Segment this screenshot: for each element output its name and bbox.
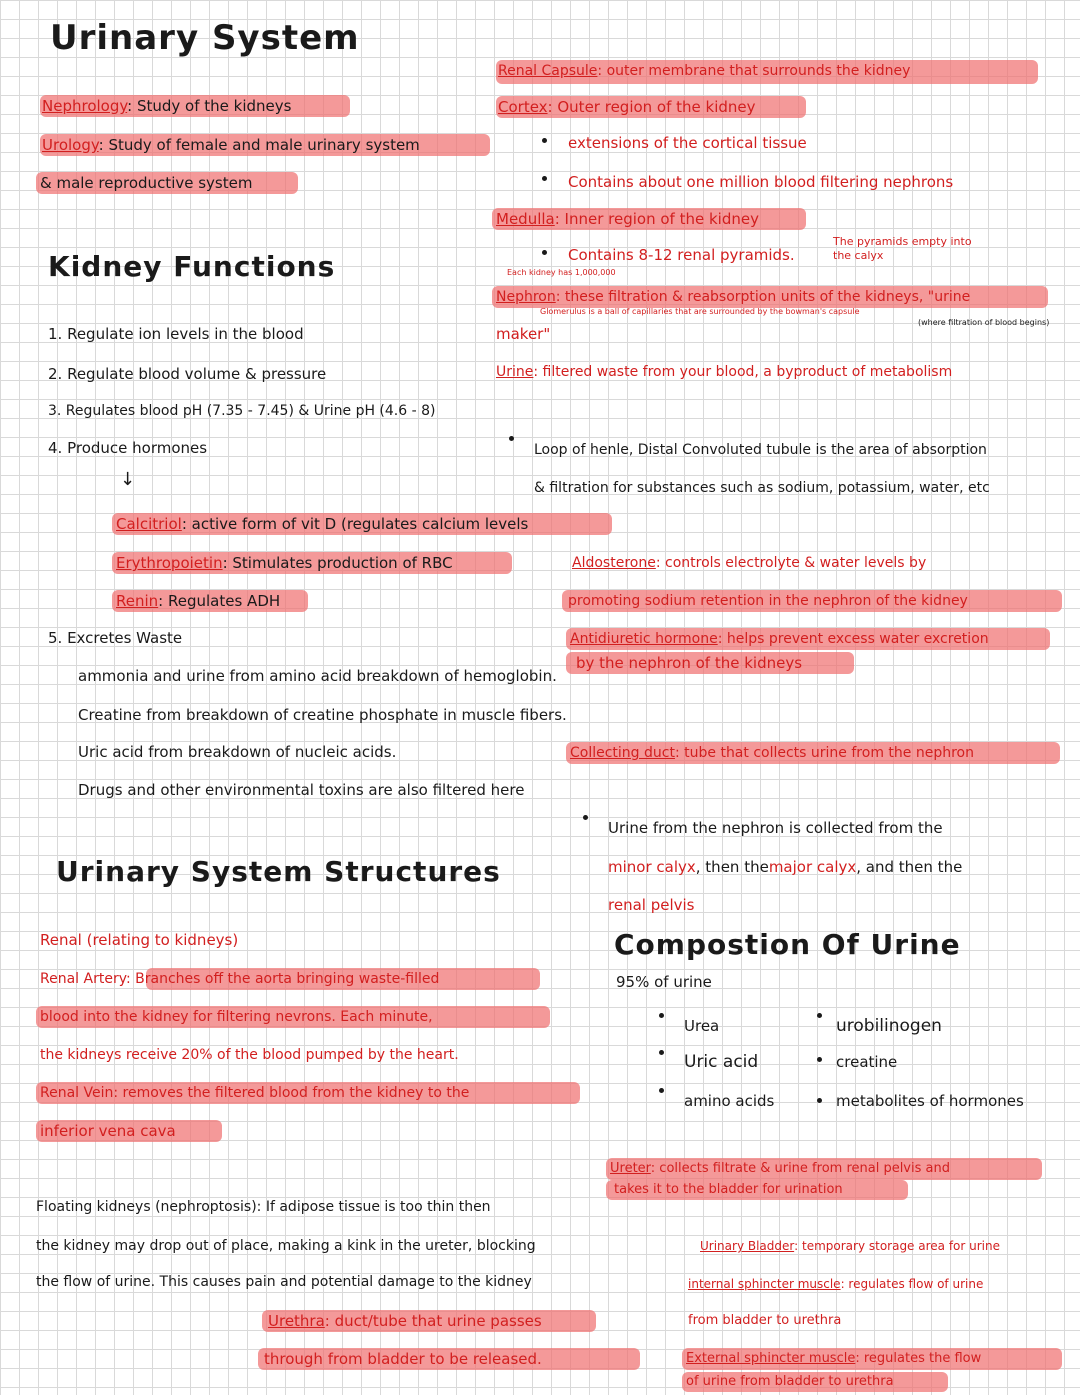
composition-item: Uric acid: [684, 1052, 759, 1072]
urology-definition-cont: & male reproductive system: [40, 174, 253, 192]
urine-term: Urine: [496, 364, 534, 380]
renal-artery-line: [40, 969, 439, 989]
renin-term: Renin: [116, 592, 159, 610]
erythropoietin-line: [116, 553, 453, 573]
internal-sphincter-line: [688, 1274, 983, 1294]
internal-sphincter-definition: : regulates flow of urine: [840, 1277, 984, 1291]
function-item-3: 3. Regulates blood pH (7.35 - 7.45) & Urine pH (4.6 - 8): [48, 403, 436, 419]
function-item-2: 2. Regulate blood volume & pressure: [48, 365, 327, 383]
adh-term: Antidiuretic hormone: [570, 631, 718, 647]
collecting-duct-term: Collecting duct: [570, 745, 675, 761]
filtration-note: (where filtration of blood begins): [918, 318, 1050, 327]
waste-ammonia: ammonia and urine from amino acid breakdown of hemoglobin.: [78, 667, 557, 685]
urology-line: [42, 135, 420, 155]
medulla-definition: : Inner region of the kidney: [554, 210, 759, 228]
bullet: [659, 1013, 664, 1018]
renin-definition: : Regulates ADH: [158, 592, 281, 610]
adh-line: [570, 629, 989, 649]
composition-item: amino acids: [684, 1092, 775, 1110]
urethra-term: Urethra: [268, 1312, 325, 1330]
urine-flow-line2: minor calyx, then themajor calyx, and then the: [608, 858, 963, 876]
calcitriol-line: [116, 514, 528, 534]
nephron-definition: : these filtration & reabsorption units of the kidneys, "urine: [555, 289, 971, 305]
bullet: [542, 138, 547, 143]
aldosterone-definition: : controls electrolyte & water levels by: [655, 555, 927, 571]
ureter-definition: : collects filtrate & urine from renal pelvis and: [650, 1161, 950, 1176]
bullet: [542, 250, 547, 255]
medulla-bullet-1: Contains 8-12 renal pyramids.: [568, 246, 795, 264]
renal-line: Renal (relating to kidneys): [40, 931, 239, 949]
external-sphincter-term: External sphincter muscle: [686, 1351, 856, 1366]
section-heading-kidney-functions: Kidney Functions: [48, 250, 336, 283]
renal-capsule-term: Renal Capsule: [498, 63, 598, 79]
function-item-4: 4. Produce hormones: [48, 439, 208, 457]
nephron-line: [496, 287, 970, 307]
waste-uric-acid: Uric acid from breakdown of nucleic acids.: [78, 743, 397, 761]
urinary-bladder-definition: : temporary storage area for urine: [794, 1239, 1001, 1253]
waste-drugs: Drugs and other environmental toxins are also filtered here: [78, 781, 525, 799]
urine-flow-line1: Urine from the nephron is collected from the: [608, 819, 943, 837]
renal-vein-definition: : removes the filtered blood from the kidney to the: [113, 1085, 470, 1101]
pyramids-note-line1: The pyramids empty into: [833, 235, 972, 248]
aldosterone-term: Aldosterone: [572, 555, 656, 571]
floating-kidneys-line2: the kidney may drop out of place, making a kink in the ureter, blocking: [36, 1238, 536, 1254]
loop-of-henle-line2: & filtration for substances such as sodium, potassium, water, etc: [534, 480, 990, 496]
nephrology-term: Nephrology: [42, 97, 128, 115]
nephron-definition-cont: maker": [496, 325, 551, 343]
composition-item: metabolites of hormones: [836, 1092, 1024, 1110]
each-kidney-note: Each kidney has 1,000,000: [507, 268, 616, 277]
cortex-line: [498, 97, 756, 117]
renal-artery-definition-cont: blood into the kidney for filtering nevrons. Each minute,: [40, 1009, 433, 1025]
external-sphincter-line: [686, 1349, 981, 1369]
urethra-line: [268, 1311, 542, 1331]
urine-definition: : filtered waste from your blood, a byproduct of metabolism: [533, 364, 953, 380]
ureter-line: [610, 1159, 950, 1179]
aldosterone-line: [572, 553, 926, 573]
medulla-line: [496, 209, 759, 229]
bullet: [659, 1050, 664, 1055]
waste-creatine: Creatine from breakdown of creatine phosphate in muscle fibers.: [78, 706, 567, 724]
external-sphincter-definition-cont: of urine from bladder to urethra: [686, 1374, 894, 1389]
cortex-bullet-1: extensions of the cortical tissue: [568, 134, 807, 152]
cortex-bullet-2: Contains about one million blood filtering nephrons: [568, 173, 954, 191]
urethra-definition: : duct/tube that urine passes: [324, 1312, 542, 1330]
bullet: [659, 1088, 664, 1093]
composition-item: Urea: [684, 1017, 720, 1035]
renal-vein-term: Renal Vein: [40, 1085, 114, 1101]
collecting-duct-definition: : tube that collects urine from the nephron: [674, 745, 974, 761]
floating-kidneys-line1: Floating kidneys (nephroptosis): If adipose tissue is too thin then: [36, 1199, 491, 1215]
internal-sphincter-definition-cont: from bladder to urethra: [688, 1313, 842, 1328]
loop-of-henle-line1: Loop of henle, Distal Convoluted tubule is the area of absorption: [534, 442, 987, 458]
cortex-definition: : Outer region of the kidney: [547, 98, 756, 116]
external-sphincter-definition: : regulates the flow: [855, 1351, 982, 1366]
urinary-bladder-line: [700, 1236, 1000, 1256]
urine-line: [496, 362, 952, 382]
internal-sphincter-term: internal sphincter muscle: [688, 1277, 841, 1291]
pyramids-note-line2: the calyx: [833, 249, 884, 262]
section-heading-structures: Urinary System Structures: [56, 855, 501, 888]
renal-vein-line: [40, 1083, 469, 1103]
calcitriol-term: Calcitriol: [116, 515, 182, 533]
bullet: [542, 176, 547, 181]
function-item-5: 5. Excretes Waste: [48, 629, 183, 647]
calcitriol-definition: : active form of vit D (regulates calcium levels: [181, 515, 529, 533]
nephrology-definition: : Study of the kidneys: [127, 97, 292, 115]
major-calyx: major calyx: [768, 858, 857, 876]
bullet: [817, 1057, 822, 1062]
renal-capsule-definition: : outer membrane that surrounds the kidney: [597, 63, 911, 79]
ureter-definition-cont: takes it to the bladder for urination: [614, 1182, 843, 1197]
composition-percent: 95% of urine: [616, 973, 712, 991]
erythropoietin-term: Erythropoietin: [116, 554, 223, 572]
page-title: Urinary System: [50, 18, 360, 58]
collecting-duct-line: [570, 743, 974, 763]
bullet: [817, 1013, 822, 1018]
nephron-term: Nephron: [496, 289, 556, 305]
renin-line: [116, 591, 280, 611]
medulla-term: Medulla: [496, 210, 555, 228]
renal-artery-definition: : Branches off the aorta bringing waste-filled: [125, 971, 440, 987]
down-arrow-icon: ↓: [120, 469, 136, 490]
erythropoietin-definition: : Stimulates production of RBC: [222, 554, 453, 572]
bullet: [583, 815, 588, 820]
urology-term: Urology: [42, 136, 99, 154]
renal-capsule-line: [498, 61, 910, 81]
aldosterone-definition-cont: promoting sodium retention in the nephron of the kidney: [568, 593, 968, 609]
renal-artery-definition-cont2: the kidneys receive 20% of the blood pumped by the heart.: [40, 1047, 459, 1063]
minor-calyx: minor calyx: [608, 858, 696, 876]
urine-flow-line3: renal pelvis: [608, 896, 695, 914]
composition-item: creatine: [836, 1053, 898, 1071]
renal-vein-definition-cont: inferior vena cava: [40, 1122, 176, 1140]
ureter-term: Ureter: [610, 1161, 651, 1176]
composition-item: urobilinogen: [836, 1016, 942, 1036]
urology-definition: : Study of female and male urinary system: [98, 136, 420, 154]
renal-artery-term: Renal Artery: [40, 971, 126, 987]
floating-kidneys-line3: the flow of urine. This causes pain and potential damage to the kidney: [36, 1274, 532, 1290]
function-item-1: 1. Regulate ion levels in the blood: [48, 325, 304, 343]
bullet: [817, 1098, 822, 1103]
nephrology-line: [42, 96, 291, 116]
section-heading-composition: Compostion Of Urine: [614, 928, 961, 961]
bullet: [509, 436, 514, 441]
urethra-definition-cont: through from bladder to be released.: [264, 1350, 542, 1368]
glomerulus-note: Glomerulus is a ball of capillaries that are surrounded by the bowman's capsule: [540, 307, 860, 316]
urinary-bladder-term: Urinary Bladder: [700, 1239, 795, 1253]
adh-definition: : helps prevent excess water excretion: [717, 631, 989, 647]
cortex-term: Cortex: [498, 98, 548, 116]
adh-definition-cont: by the nephron of the kidneys: [576, 654, 803, 672]
